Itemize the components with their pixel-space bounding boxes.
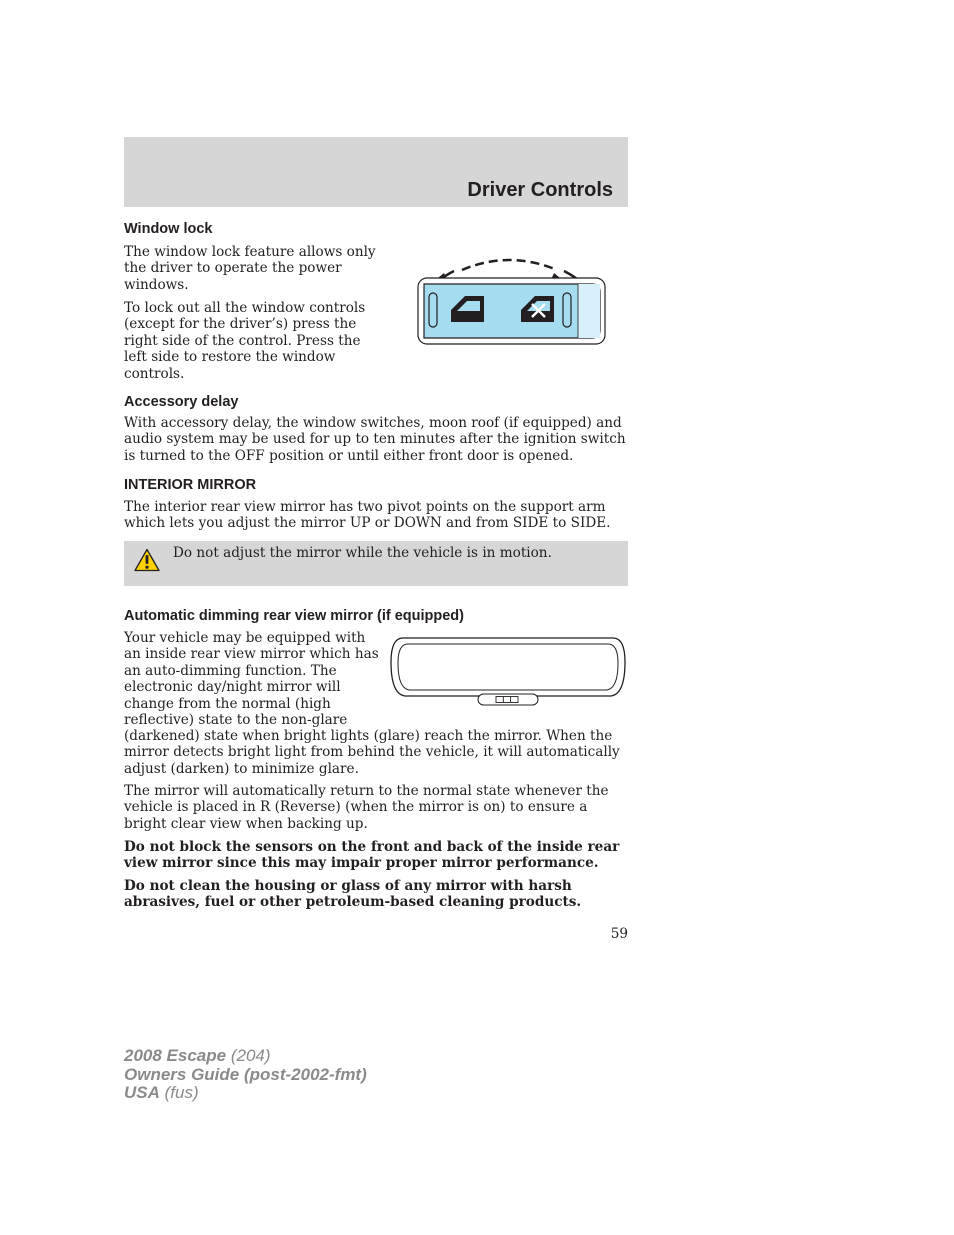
- interior-mirror-heading: INTERIOR MIRROR: [124, 477, 257, 493]
- footer-market-code: (fus): [164, 1083, 199, 1102]
- footer-line-1: [124, 1047, 367, 1066]
- auto-dimming-line: an auto-dimming function. The: [124, 662, 337, 679]
- window-lock-switch-illustration: [414, 256, 609, 348]
- footer-market: USA: [124, 1083, 160, 1102]
- interior-mirror-paragraph: The interior rear view mirror has two pivot points on the support arm which lets you adjust the mirror UP or DOWN and from SIDE to SIDE.: [124, 499, 611, 532]
- footer-line-2: [124, 1066, 367, 1085]
- auto-dimming-line: Your vehicle may be equipped with: [124, 630, 366, 646]
- auto-dimming-heading: Automatic dimming rear view mirror (if equipped): [124, 608, 464, 624]
- footer-model-code: (204): [230, 1046, 271, 1065]
- accessory-delay-heading: Accessory delay: [124, 394, 239, 410]
- auto-dimming-paragraph-3: Do not block the sensors on the front and back of the inside rear view mirror since this may impair proper mirror performance.: [124, 839, 620, 872]
- footer-model: 2008 Escape: [124, 1046, 227, 1065]
- footer-line-3: [124, 1084, 367, 1103]
- section-title: Driver Controls: [467, 179, 613, 201]
- window-lock-paragraph-1: The window lock feature allows only the driver to operate the power windows.: [124, 244, 376, 293]
- auto-dimming-paragraph-2: The mirror will automatically return to the normal state whenever the vehicle is placed in R (Reverse) (when the mirror is on) to ensure a bright clear view when backing up.: [124, 783, 609, 832]
- auto-dimming-paragraph-1-wrapped: [124, 630, 394, 728]
- rear-view-mirror-illustration: [389, 636, 627, 708]
- warning-box: [124, 541, 628, 586]
- accessory-delay-paragraph: With accessory delay, the window switches, moon roof (if equipped) and audio system may be used for up to ten minutes after the ignition switch is turned to the OFF position or until either front door is opened.: [124, 415, 626, 464]
- auto-dimming-paragraph-1-rest: (darkened) state when bright lights (glare) reach the mirror. When the mirror detects bright light from behind the vehicle, it will automatically adjust (darken) to minimize glare.: [124, 728, 620, 777]
- auto-dimming-line: reflective) state to the non-glare: [124, 712, 348, 729]
- warning-triangle-icon: [134, 548, 160, 572]
- window-lock-paragraph-2: To lock out all the window controls (except for the driver’s) press the right side of the control. Press the left side to restore the window controls.: [124, 300, 366, 382]
- auto-dimming-line: an inside rear view mirror which has: [124, 646, 379, 663]
- warning-text: Do not adjust the mirror while the vehicle is in motion.: [173, 545, 552, 561]
- footer-guide: Owners Guide (post-2002-fmt): [124, 1064, 367, 1084]
- auto-dimming-paragraph-4: Do not clean the housing or glass of any mirror with harsh abrasives, fuel or other petroleum-based cleaning products.: [124, 878, 582, 911]
- auto-dimming-line: change from the normal (high: [124, 695, 331, 712]
- document-footer: [124, 1047, 367, 1103]
- auto-dimming-line: electronic day/night mirror will: [124, 679, 341, 696]
- section-header-band: [124, 137, 628, 207]
- page-number: 59: [610, 926, 628, 942]
- window-lock-heading: Window lock: [124, 221, 213, 237]
